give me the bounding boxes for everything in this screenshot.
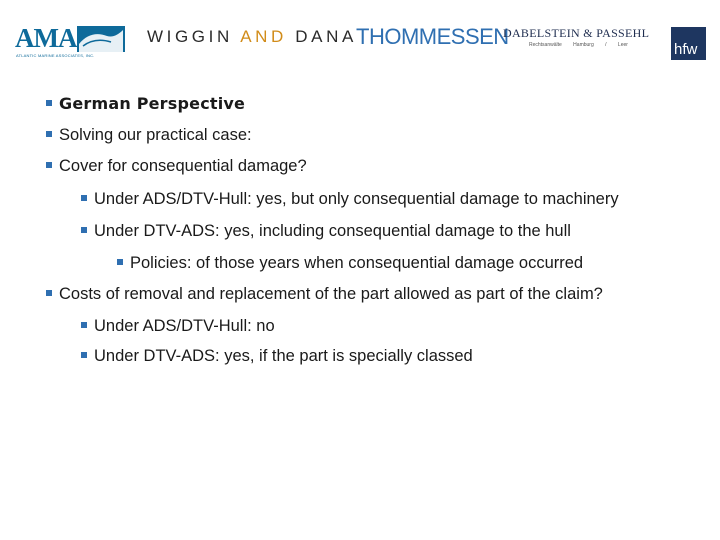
bullet-square-icon: [46, 131, 52, 137]
bullet-item: [117, 253, 583, 273]
bullet-square-icon: [46, 100, 52, 106]
bullet-square-icon: [46, 290, 52, 296]
bullet-text: Under DTV-ADS: yes, if the part is specially classed: [94, 347, 473, 365]
bullet-text: Under ADS/DTV-Hull: no: [94, 317, 275, 335]
thommessen-logo: THOMMESSEN: [356, 24, 509, 49]
bullet-item: [81, 316, 275, 336]
and-text: AND: [240, 27, 287, 46]
bullet-item: [46, 125, 252, 145]
dabelstein-logo-name: DABELSTEIN & PASSEHL: [503, 26, 650, 40]
bullet-square-icon: [117, 259, 123, 265]
bullet-item: [46, 94, 245, 114]
bullet-text: Under ADS/DTV-Hull: yes, but only consequential damage to machinery: [94, 190, 619, 208]
bullet-square-icon: [81, 322, 87, 328]
bullet-item: [81, 346, 473, 366]
hfw-logo-text: hfw: [674, 41, 698, 58]
bullet-square-icon: [81, 195, 87, 201]
bullet-text: Costs of removal and replacement of the part allowed as part of the claim?: [59, 285, 603, 303]
bullet-text: Under DTV-ADS: yes, including consequential damage to the hull: [94, 222, 571, 240]
wiggin-text: WIGGIN: [147, 27, 233, 46]
bullet-item: [81, 221, 571, 241]
bullet-text: Solving our practical case:: [59, 126, 252, 144]
bullet-text: Policies: of those years when consequential damage occurred: [130, 254, 584, 272]
bullet-text: German Perspective: [59, 94, 246, 113]
bullet-square-icon: [81, 227, 87, 233]
bullet-item: [46, 156, 307, 176]
bullet-square-icon: [46, 162, 52, 168]
dana-text: DANA: [295, 27, 357, 46]
bullet-item: [46, 284, 603, 304]
bullet-item: [81, 189, 619, 209]
dabelstein-logo-subtitle: Rechtsanwälte Hamburg / Leer: [529, 42, 628, 48]
ama-logo-mark: AMA: [15, 23, 77, 53]
bullet-text: Cover for consequential damage?: [59, 157, 307, 175]
ama-logo-subtitle: ATLANTIC MARINE ASSOCIATES, INC.: [16, 53, 95, 58]
bullet-square-icon: [81, 352, 87, 358]
